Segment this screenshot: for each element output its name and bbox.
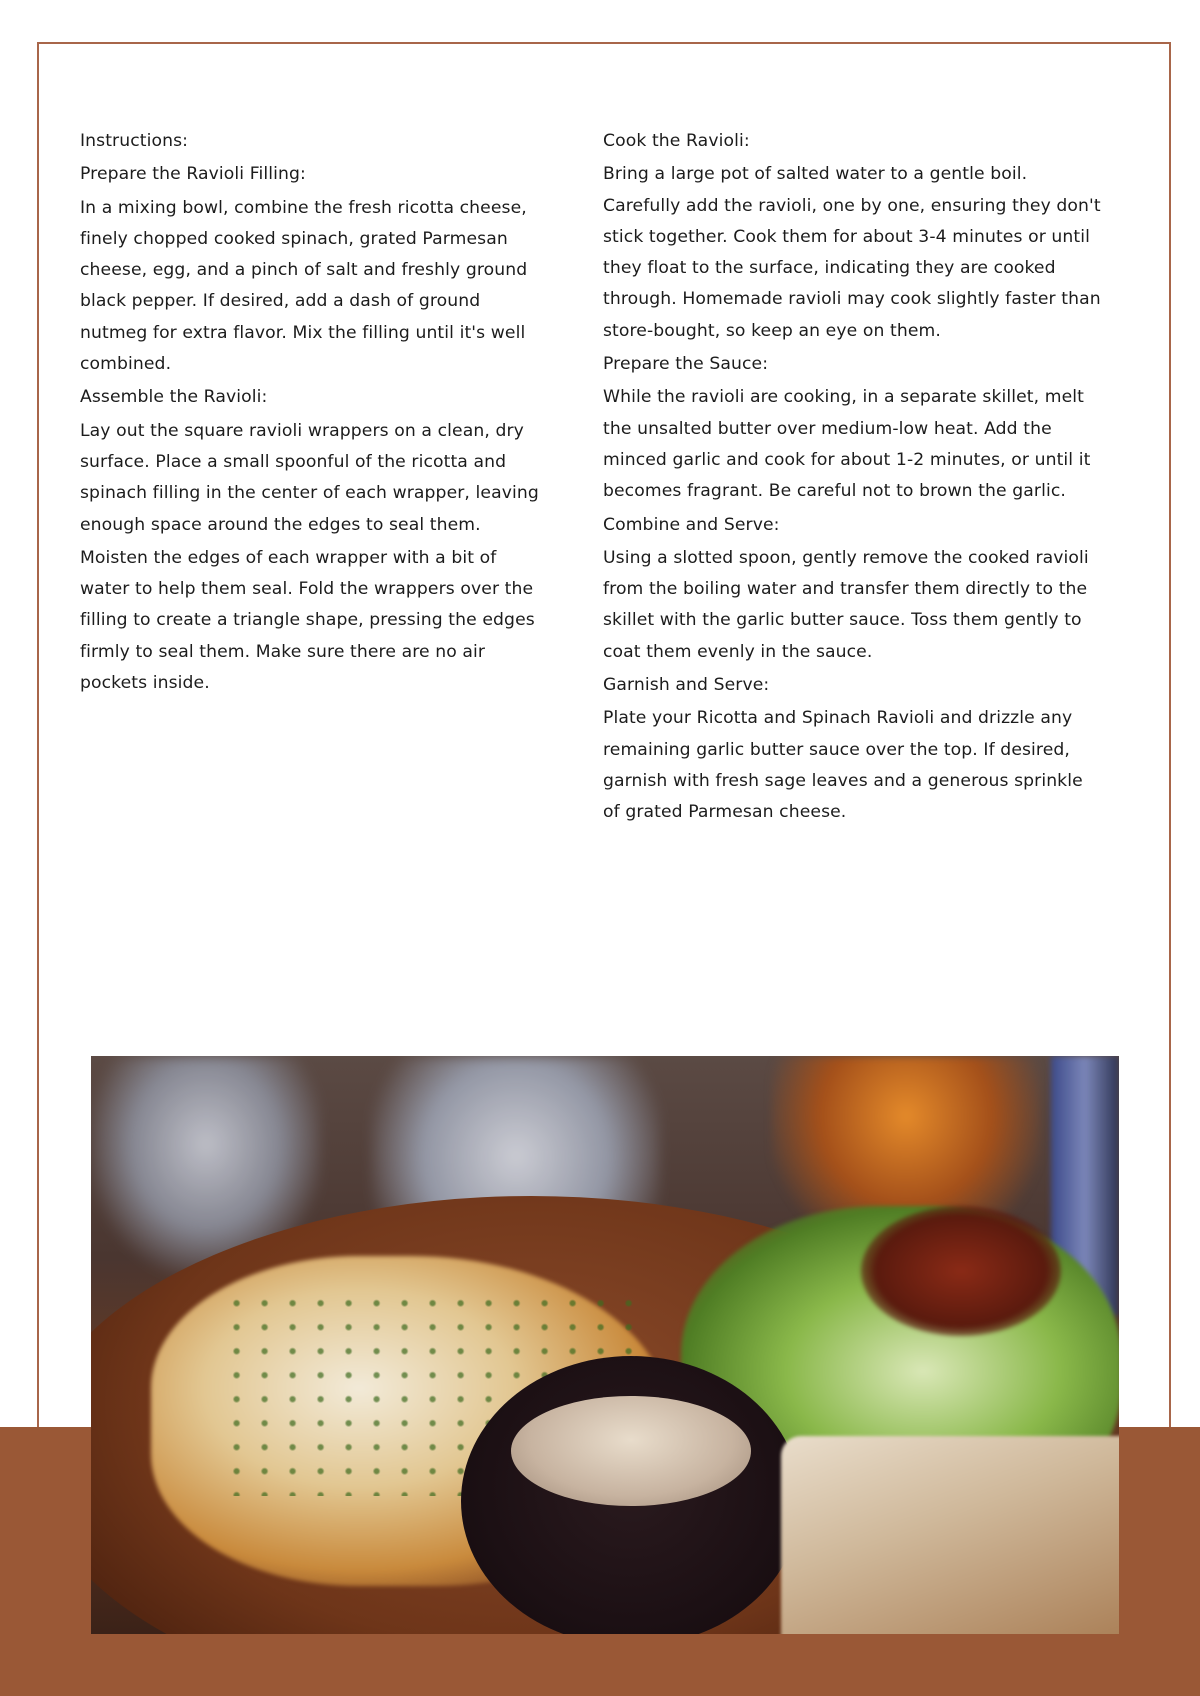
heading-garnish-serve: Garnish and Serve: [603, 675, 770, 696]
dipping-sauce [511, 1396, 751, 1506]
food-photo [91, 1056, 1119, 1634]
paragraph-combine-serve: Using a slotted spoon, gently remove the cooked ravioli from the boiling water and transfer them directly to the skillet with the garlic butter sauce. Toss them gently to coat them evenly in the sauce. [603, 547, 1089, 662]
paragraph-prepare-sauce: While the ravioli are cooking, in a separate skillet, melt the unsalted butter over medium-low heat. Add the minced garlic and cook for about 1-2 minutes, or until it becomes fragrant. Be careful not to brown the garlic. [603, 387, 1091, 502]
sun-dried-tomatoes [861, 1206, 1061, 1336]
sliced-bread [781, 1436, 1119, 1634]
paragraph-cook-ravioli: Bring a large pot of salted water to a gentle boil. Carefully add the ravioli, one by one, ensuring they don't stick together. Cook them for about 3-4 minutes or until they float to the surface, indicating they are cooked through. Homemade ravioli may cook slightly faster than store-bought, so keep an eye on them. [603, 164, 1101, 341]
heading-combine-serve: Combine and Serve: [603, 514, 780, 535]
instructions-left-column [80, 126, 550, 701]
heading-instructions: Instructions: [80, 131, 189, 151]
instructions-right-column [603, 126, 1103, 831]
paragraph-prepare-filling: In a mixing bowl, combine the fresh ricotta cheese, finely chopped cooked spinach, grated Parmesan cheese, egg, and a pinch of salt and freshly ground black pepper. If desired, add a dash of ground nutmeg for extra flavor. Mix the filling until it's well combined. [80, 197, 528, 375]
heading-prepare-filling: Prepare the Ravioli Filling: [80, 164, 306, 185]
paragraph-garnish-serve: Plate your Ricotta and Spinach Ravioli and drizzle any remaining garlic butter sauce over the top. If desired, garnish with fresh sage leaves and a generous sprinkle of grated Parmesan cheese. [603, 708, 1083, 823]
paragraph-assemble-2: Moisten the edges of each wrapper with a bit of water to help them seal. Fold the wrappers over the filling to create a triangle shape, pressing the edges firmly to seal them. Make sure there are no air pockets inside. [80, 547, 535, 694]
heading-assemble-ravioli: Assemble the Ravioli: [80, 387, 268, 408]
paragraph-assemble-1: Lay out the square ravioli wrappers on a clean, dry surface. Place a small spoonful of the ricotta and spinach filling in the center of each wrapper, leaving enough space around the edges to seal them. [80, 420, 539, 535]
heading-prepare-sauce: Prepare the Sauce: [603, 354, 769, 375]
heading-cook-ravioli: Cook the Ravioli: [603, 131, 750, 151]
